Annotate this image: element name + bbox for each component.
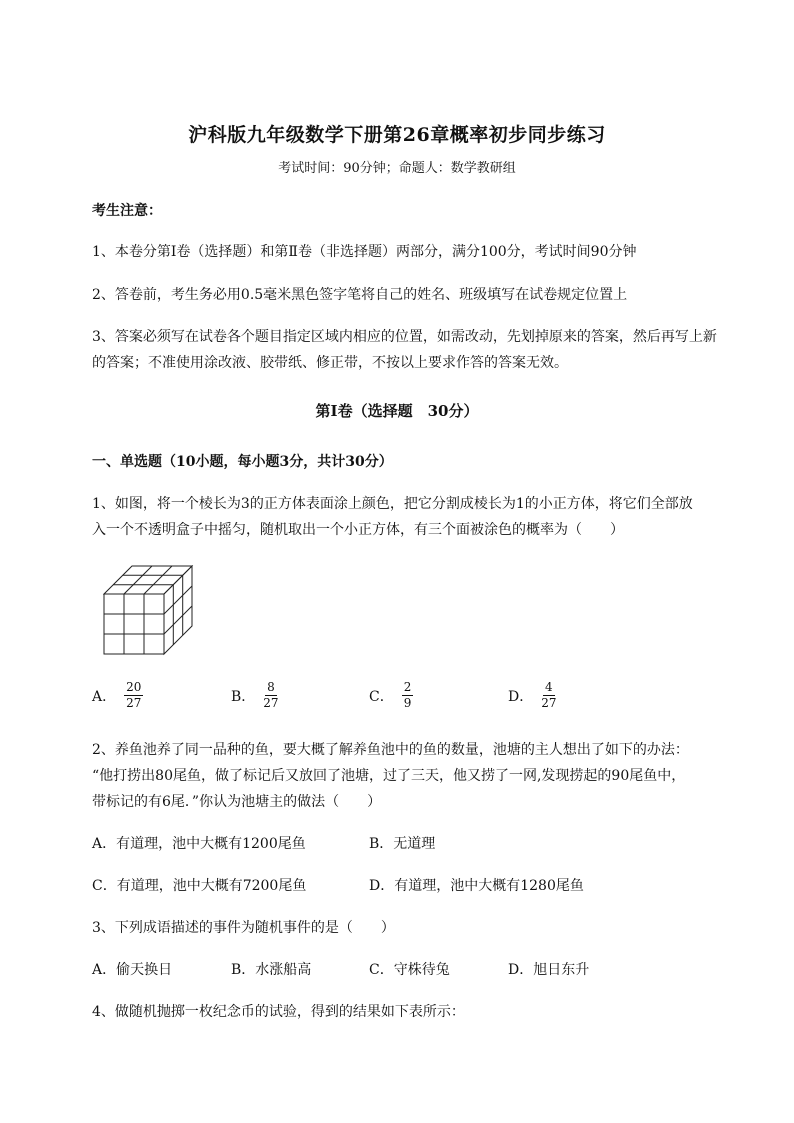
option-label: C． [369, 688, 394, 705]
option-a[interactable]: A．偷天换日 [92, 962, 173, 978]
option-label: D． [508, 688, 534, 705]
option-b[interactable] [231, 681, 279, 710]
denominator: 27 [126, 696, 142, 710]
denominator: 27 [541, 696, 557, 710]
question-2-text: 带标记的有6尾．”你认为池塘主的做法（ ） [92, 794, 382, 810]
numerator: 2 [403, 680, 412, 694]
fraction [124, 681, 143, 710]
numerator: 20 [126, 680, 142, 694]
section-title: 第I卷（选择题 30分） [315, 402, 479, 420]
option-c[interactable]: C．有道理，池中大概有7200尾鱼 [92, 878, 307, 894]
question-2-text: “他打捞出80尾鱼，做了标记后又放回了池塘，过了三天，他又捞了一网,发现捞起的90尾鱼中， [92, 768, 686, 784]
fraction [541, 681, 556, 710]
option-a[interactable]: A．有道理，池中大概有1200尾鱼 [92, 836, 306, 852]
option-b[interactable]: B．无道理 [369, 836, 436, 852]
page-title: 沪科版九年级数学下册第26章概率初步同步练习 [188, 124, 606, 146]
notice-item: 1、本卷分第I卷（选择题）和第Ⅱ卷（非选择题）两部分，满分100分，考试时间90分钟 [92, 244, 637, 260]
notice-item: 2、答卷前，考生务必用0.5毫米黑色签字笔将自己的姓名、班级填写在试卷规定位置上 [92, 287, 628, 303]
numerator: 8 [267, 680, 275, 694]
option-a[interactable] [92, 681, 143, 710]
question-2-text: 2、养鱼池养了同一品种的鱼，要大概了解养鱼池中的鱼的数量，池塘的主人想出了如下的办法： [92, 742, 689, 758]
denominator: 9 [403, 696, 412, 710]
denominator: 27 [263, 696, 279, 710]
question-1-text: 入一个不透明盒子中摇匀，随机取出一个小正方体，有三个面被涂色的概率为（ ） [92, 522, 624, 538]
option-label: B． [231, 688, 256, 705]
notice-item: 3、答案必须写在试卷各个题目指定区域内相应的位置，如需改动，先划掉原来的答案，然后再写上新 [92, 329, 717, 345]
part-heading: 一、单选题（10小题，每小题3分，共计30分） [92, 454, 393, 470]
exam-info: 考试时间：90分钟；命题人：数学教研组 [278, 161, 516, 176]
question-4-text: 4、做随机抛掷一枚纪念币的试验，得到的结果如下表所示： [92, 1004, 465, 1020]
notice-heading: 考生注意： [92, 203, 162, 219]
option-d[interactable]: D．旭日东升 [508, 962, 590, 978]
question-3-text: 3、下列成语描述的事件为随机事件的是（ ） [92, 920, 395, 936]
cube-figure [103, 565, 195, 657]
question-1-text: 1、如图，将一个棱长为3的正方体表面涂上颜色，把它分割成棱长为1的小正方体，将它们全部放 [92, 496, 693, 512]
option-d[interactable]: D．有道理，池中大概有1280尾鱼 [369, 878, 584, 894]
fraction [402, 681, 414, 710]
option-b[interactable]: B．水涨船高 [231, 962, 312, 978]
option-d[interactable] [508, 681, 557, 710]
fraction [263, 681, 278, 710]
numerator: 4 [545, 680, 553, 694]
option-c[interactable] [369, 681, 413, 710]
option-c[interactable]: C．守株待兔 [369, 962, 450, 978]
option-label: A． [92, 688, 117, 705]
notice-item: 的答案；不准使用涂改液、胶带纸、修正带，不按以上要求作答的答案无效。 [92, 355, 568, 371]
